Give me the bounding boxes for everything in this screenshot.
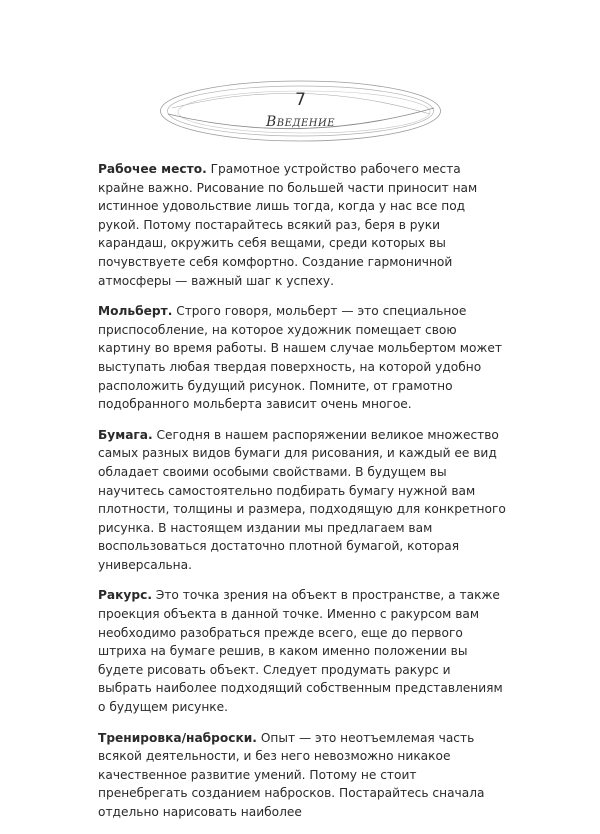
term-heading: Ракурс.: [98, 588, 152, 603]
paragraph-paper: [98, 426, 508, 575]
paragraph-text: Сегодня в нашем распоряжении великое множество самых разных видов бумаги для рисования, и каждый ее вид обладает своими особыми свойствами. В будущем вы научитесь самостоятельно подбирать бумагу нужной вам плотности, толщины и размера, подходящую для конкретного рисунка. В настоящем издании мы предлагаем вам воспользоваться достаточно плотной бумагой, которая универсальна.: [98, 427, 506, 572]
term-heading: Рабочее место.: [98, 162, 207, 176]
page-number: 7: [295, 90, 306, 110]
chapter-title: Введение: [265, 114, 336, 130]
ornamental-ellipse: [158, 78, 443, 144]
paragraph-text: Это точка зрения на объект в пространстве, а также проекция объекта в данной точке. Именно с ракурсом вам необходимо разобраться прежде всего, еще до первого штриха на бумаге решив, в каком именно положении вы будете рисовать объект. Следует продумать ракурс и выбрать наиболее подходящий собственным представлениям о будущем рисунке.: [98, 588, 503, 715]
paragraph-workplace: [98, 160, 508, 290]
paragraph-text: Грамотное устройство рабочего места крайне важно. Рисование по большей части приносит нам истинное удовольствие лишь тогда, когда у нас все под рукой. Потому постарайтесь всякий раз, беря в руки карандаш, окружить себя вещами, среди которых вы почувствуете себя комфортно. Создание гармоничной атмосферы — важный шаг к успеху.: [98, 162, 478, 288]
term-heading: Бумага.: [98, 427, 153, 442]
term-heading: Мольберт.: [98, 304, 173, 319]
term-heading: Тренировка/наброски.: [98, 730, 257, 745]
chapter-header: [158, 78, 443, 144]
paragraph-text: Опыт — это неотъемлемая часть всякой деятельности, и без него невозможно никакое качественное развитие умений. Потому не стоит пренебрегать созданием набросков. Постарайтесь сначала отдельно нарисовать наиболее: [98, 730, 485, 819]
body-text: [98, 160, 508, 834]
paragraph-text: Строго говоря, мольберт — это специальное приспособление, на которое художник помещает свою картину во время работы. В нашем случае мольбертом может выступать любая твердая поверхность, на которой удобно расположить будущий рисунок. Помните, от грамотно подобранного мольберта зависит очень многое.: [98, 304, 502, 412]
paragraph-sketches: [98, 729, 508, 822]
paragraph-easel: [98, 302, 508, 414]
paragraph-angle: [98, 586, 508, 716]
